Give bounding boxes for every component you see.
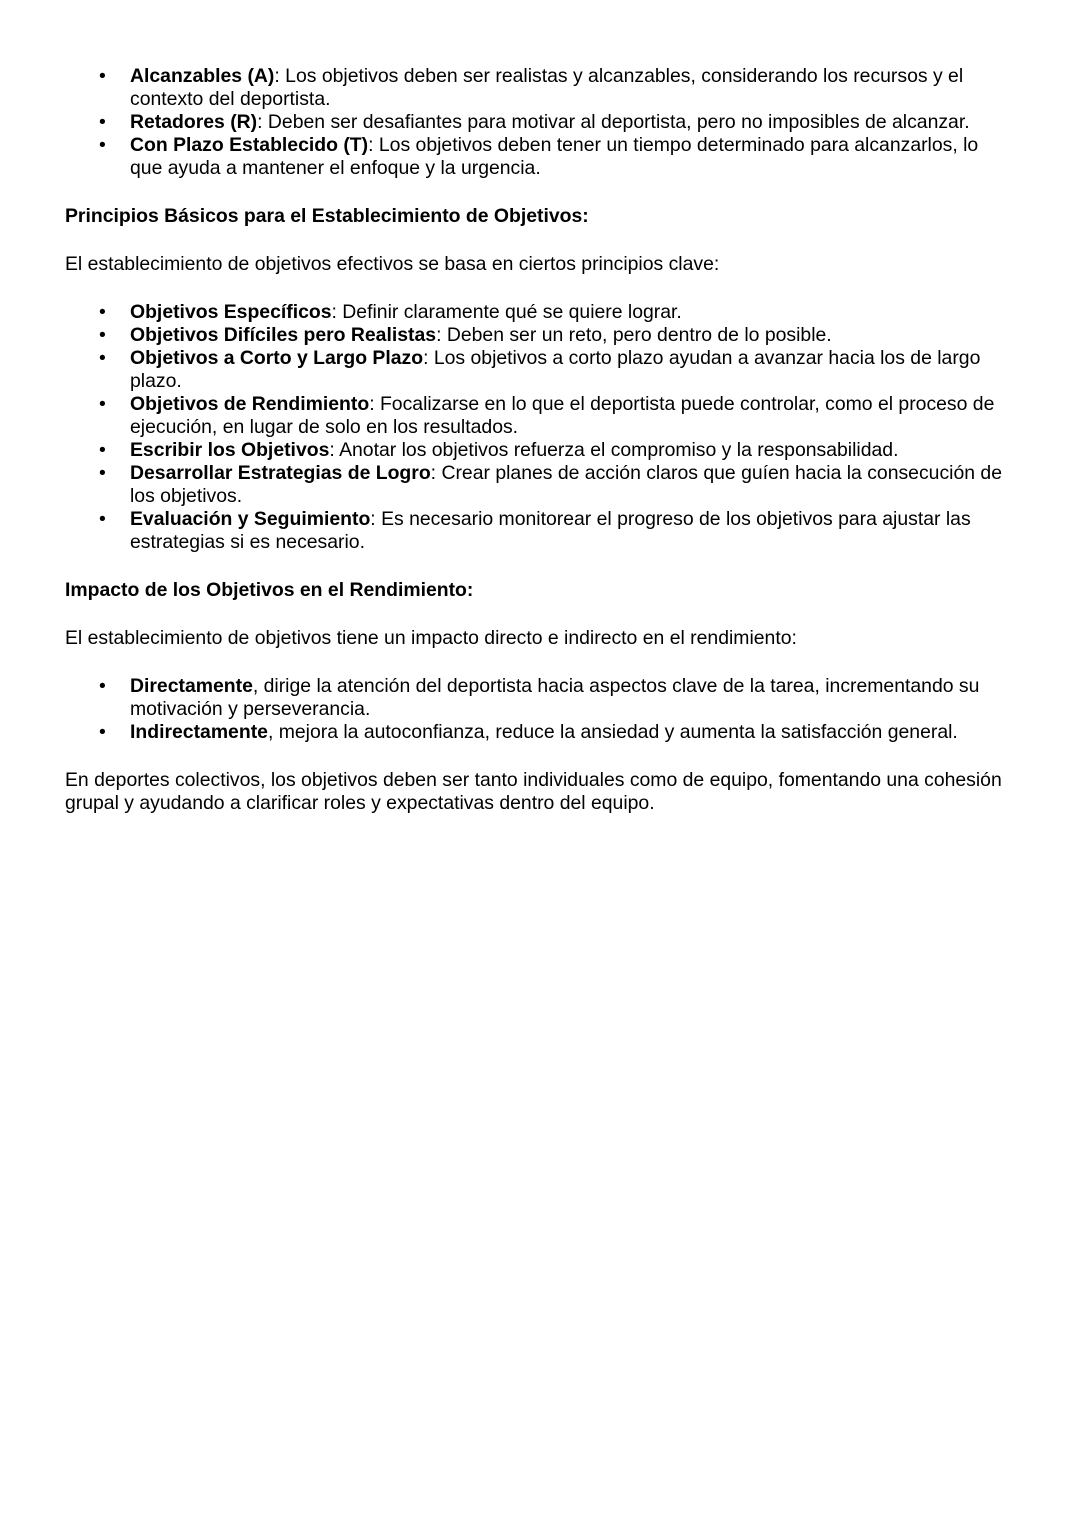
bullet-icon: • xyxy=(99,393,106,415)
list-item-text: : Deben ser desafiantes para motivar al deportista, pero no imposibles de alcanzar. xyxy=(257,111,970,133)
bullet-icon: • xyxy=(99,347,106,369)
spacer xyxy=(65,554,1015,577)
bullet-icon: • xyxy=(99,439,106,461)
list-item xyxy=(65,111,1015,134)
section-intro-impacto: El establecimiento de objetivos tiene un impacto directo e indirecto en el rendimiento: xyxy=(65,627,797,649)
bullet-icon: • xyxy=(99,462,106,484)
list-item-text: : Focalizarse en lo que el deportista puede controlar, como el proceso de ejecución, en lugar de solo en los resultados. xyxy=(130,393,995,438)
list-item xyxy=(65,347,1015,393)
impact-list xyxy=(65,675,1015,744)
list-item-text: : Los objetivos a corto plazo ayudan a avanzar hacia los de largo plazo. xyxy=(130,347,981,392)
list-item xyxy=(65,301,1015,324)
list-item-term: Objetivos Difíciles pero Realistas xyxy=(130,324,437,346)
list-item-text: : Definir claramente qué se quiere lograr. xyxy=(331,301,682,323)
bullet-icon: • xyxy=(99,134,106,156)
list-item xyxy=(65,508,1015,554)
list-item xyxy=(65,462,1015,508)
list-item-term: Retadores (R) xyxy=(130,111,258,133)
spacer xyxy=(65,602,1015,625)
list-item-term: Objetivos Específicos xyxy=(130,301,332,323)
bullet-icon: • xyxy=(99,675,106,697)
list-item xyxy=(65,134,1015,180)
list-item-text: , mejora la autoconfianza, reduce la ansiedad y aumenta la satisfacción general. xyxy=(267,721,958,743)
spacer xyxy=(65,228,1015,251)
list-item-term: Objetivos de Rendimiento xyxy=(130,393,370,415)
bullet-icon: • xyxy=(99,111,106,133)
list-item-text: : Los objetivos deben ser realistas y alcanzables, considerando los recursos y el contexto del deportista. xyxy=(130,65,964,110)
list-item-text: : Deben ser un reto, pero dentro de lo posible. xyxy=(436,324,832,346)
list-item xyxy=(65,324,1015,347)
bullet-icon: • xyxy=(99,65,106,87)
list-item-text: : Anotar los objetivos refuerza el compromiso y la responsabilidad. xyxy=(329,439,899,461)
list-item-text: , dirige la atención del deportista hacia aspectos clave de la tarea, incrementando su motivación y perseverancia. xyxy=(130,675,980,720)
bullet-icon: • xyxy=(99,508,106,530)
document-content xyxy=(65,65,1015,815)
list-item-term: Indirectamente xyxy=(130,721,268,743)
list-item-term: Directamente xyxy=(130,675,253,697)
bullet-icon: • xyxy=(99,721,106,743)
list-item-term: Con Plazo Establecido (T) xyxy=(130,134,369,156)
closing-paragraph: En deportes colectivos, los objetivos deben ser tanto individuales como de equipo, fomentando una cohesión grupal y ayudando a clarificar roles y expectativas dentro del equipo. xyxy=(65,769,1002,814)
list-item-term: Desarrollar Estrategias de Logro xyxy=(130,462,431,484)
principles-list xyxy=(65,301,1015,554)
list-item xyxy=(65,65,1015,111)
list-item-term: Evaluación y Seguimiento xyxy=(130,508,371,530)
spacer xyxy=(65,276,1015,299)
list-item-term: Alcanzables (A) xyxy=(130,65,275,87)
spacer xyxy=(65,744,1015,767)
list-item-text: : Los objetivos deben tener un tiempo determinado para alcanzarlos, lo que ayuda a mantener el enfoque y la urgencia. xyxy=(130,134,979,179)
bullet-icon: • xyxy=(99,324,106,346)
list-item xyxy=(65,393,1015,439)
list-item xyxy=(65,675,1015,721)
list-item xyxy=(65,721,1015,744)
bullet-icon: • xyxy=(99,301,106,323)
smart-criteria-list xyxy=(65,65,1015,180)
list-item xyxy=(65,439,1015,462)
list-item-term: Objetivos a Corto y Largo Plazo xyxy=(130,347,424,369)
list-item-term: Escribir los Objetivos xyxy=(130,439,330,461)
list-item-text: : Es necesario monitorear el progreso de los objetivos para ajustar las estrategias si es necesario. xyxy=(130,508,971,553)
spacer xyxy=(65,180,1015,203)
spacer xyxy=(65,650,1015,673)
section-heading-impacto: Impacto de los Objetivos en el Rendimiento: xyxy=(65,579,474,601)
list-item-text: : Crear planes de acción claros que guíen hacia la consecución de los objetivos. xyxy=(130,462,1002,507)
section-heading-principios: Principios Básicos para el Establecimiento de Objetivos: xyxy=(65,205,589,227)
section-intro-principios: El establecimiento de objetivos efectivos se basa en ciertos principios clave: xyxy=(65,253,720,275)
